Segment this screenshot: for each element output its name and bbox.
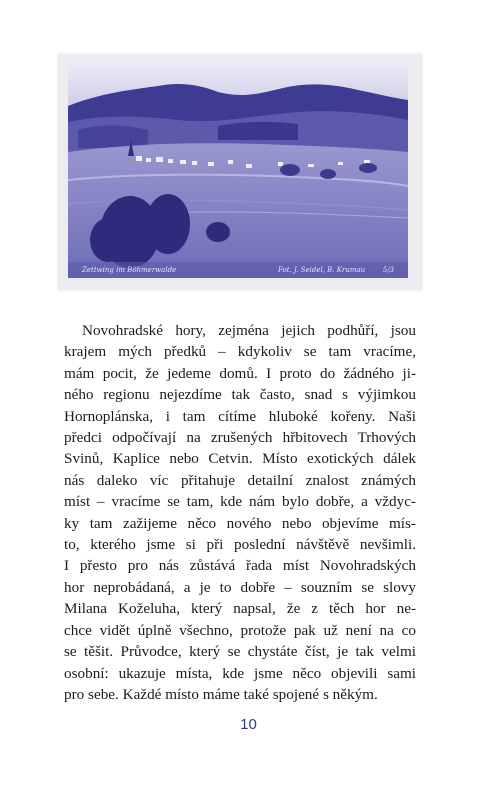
paragraph-line: osobní: ukazuje místa, kde jsme něco objevili sami <box>64 664 416 682</box>
paragraph-line: chce vidět úplně všechno, protože pak už není na co <box>64 621 416 639</box>
photo-caption-credit: Fot. J. Seidel, B. Krumau <box>278 266 366 274</box>
paragraph-line: krajem mých předků – kdykoliv se tam vracíme, <box>64 343 416 361</box>
landscape-photo <box>68 64 408 278</box>
paragraph-line: I přesto pro nás zůstává řada míst Novohradských <box>64 557 416 575</box>
paragraph-line: nás daleko víc přitahuje detailní znalost známých <box>64 471 416 489</box>
paragraph-line: předci odpočívají na zrušených hřbitovech Trhových <box>64 429 416 447</box>
paragraph-line: se těšit. Průvodce, který se chystáte číst, je tak velmi <box>64 643 416 661</box>
paragraph-line: ky tam zažijeme něco nového nebo objevíme mís- <box>64 514 416 532</box>
body-paragraph <box>64 320 416 705</box>
paragraph-line: Svinů, Kaplice nebo Cetvin. Místo exotických dálek <box>64 450 416 468</box>
photo-caption-number: 5/3 <box>382 266 394 274</box>
page-number: 10 <box>240 716 257 733</box>
paragraph-line: mám pocit, že jedeme domů. I proto do žádného ji- <box>64 364 416 382</box>
paragraph-line: pro sebe. Každé místo máme také spojené s někým. <box>64 685 378 703</box>
paragraph-line: Hornoplánska, i tam cítíme hluboké kořeny. Naši <box>64 407 416 425</box>
postcard-photo-frame <box>58 54 422 290</box>
paragraph-line: Novohradské hory, zejména jejich podhůří, jsou <box>82 322 416 339</box>
photo-caption-location: Zettwing im Böhmerwalde <box>82 266 177 274</box>
paragraph-line: hor neprobádaná, a je to dobře – souzním se slovy <box>64 578 416 596</box>
paragraph-line: to, kterého jsme si při poslední návštěvě nevšimli. <box>64 536 416 554</box>
paragraph-line: Milana Koželuha, který napsal, že z těch hor ne- <box>64 600 416 618</box>
paragraph-line: míst – vracíme se tam, kde nám bylo dobře, a vždyc- <box>64 493 416 511</box>
paragraph-line: ného regionu nejezdíme tak často, snad s výjimkou <box>64 386 416 404</box>
